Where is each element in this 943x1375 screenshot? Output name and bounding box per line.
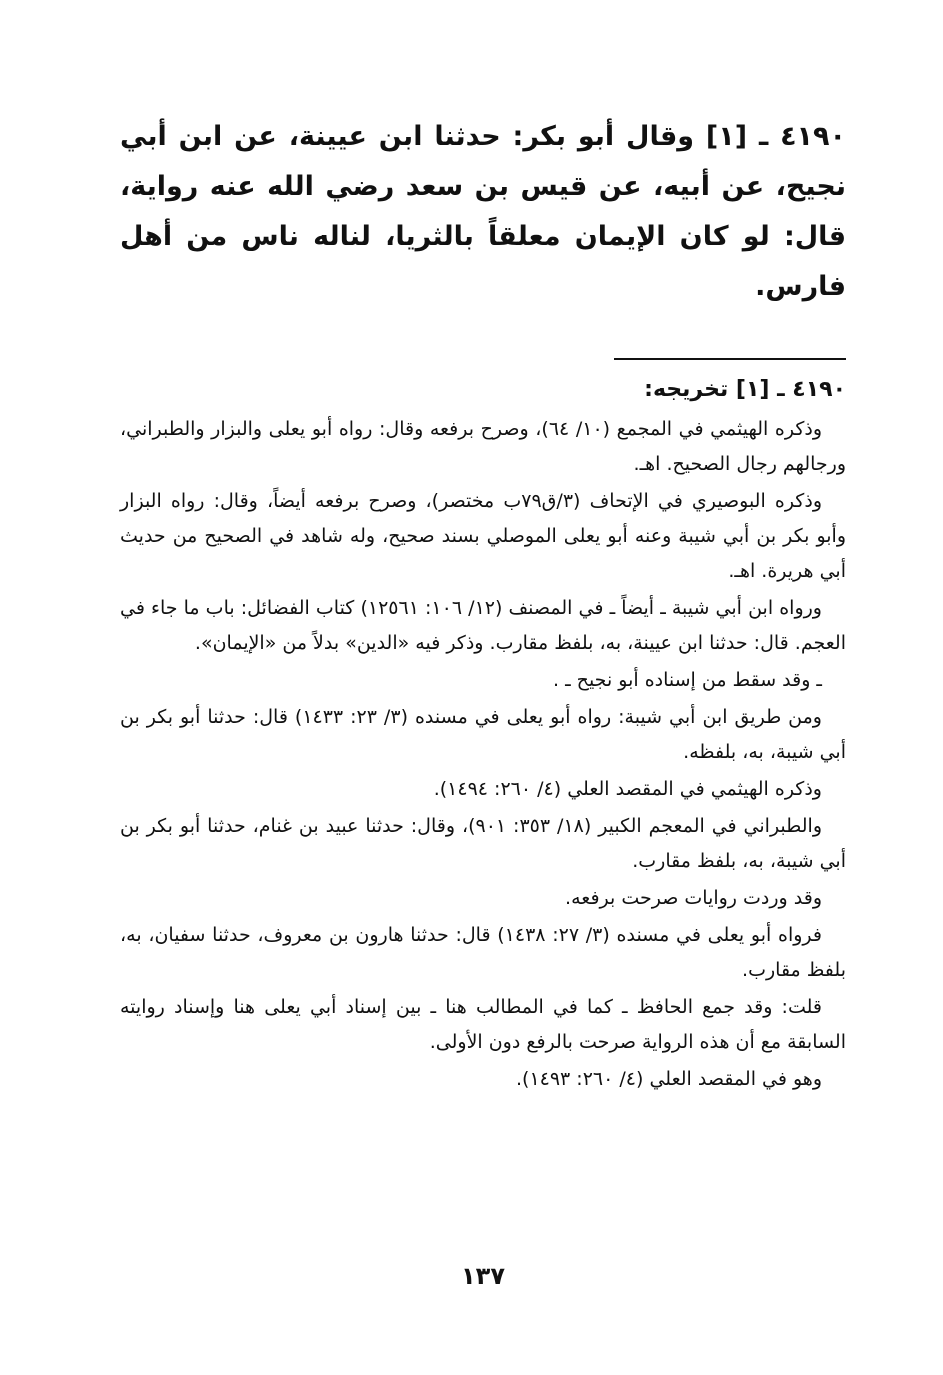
footnote-paragraph: وقد وردت روايات صرحت برفعه.	[565, 887, 822, 909]
hadith-text: ٤١٩٠ ـ [١] وقال أبو بكر: حدثنا ابن عيينة، عن ابن أبي نجيح، عن أبيه، عن قيس بن سعد رضي الله عنه رواية، قال: لو كان الإيمان معلقاً بالثريا، لناله ناس من أهل فارس.	[120, 121, 846, 302]
footnote-paragraph: وذكره الهيثمي في المجمع (١٠/ ٦٤)، وصرح برفعه وقال: رواه أبو يعلى والبزار والطبراني، ورجالهم رجال الصحيح. اهـ.	[120, 418, 846, 475]
page-number: ١٣٧	[461, 1262, 505, 1290]
footnote-paragraph: وذكره البوصيري في الإتحاف (٣/ق٧٩ب مختصر)، وصرح برفعه أيضاً، وقال: رواه البزار وأبو بكر بن أبي شيبة وعنه أبو يعلى الموصلي بسند صحيح، وله شاهد في الصحيح من حديث أبي هريرة. اهـ.	[120, 490, 846, 582]
footnotes-section	[120, 370, 846, 1097]
footnote-paragraph: قلت: وقد جمع الحافظ ـ كما في المطالب هنا ـ بين إسناد أبي يعلى هنا وإسناد روايته السابقة مع أن هذه الرواية صرحت بالرفع دون الأولى.	[120, 996, 846, 1053]
footnote-paragraph: فرواه أبو يعلى في مسنده (٣/ ٢٧: ١٤٣٨) قال: حدثنا هارون بن معروف، حدثنا سفيان، به، بلفظ مقارب.	[120, 924, 846, 981]
footnote-paragraph: ورواه ابن أبي شيبة ـ أيضاً ـ في المصنف (١٢/ ١٠٦: ١٢٥٦١) كتاب الفضائل: باب ما جاء في العجم. قال: حدثنا ابن عيينة، به، بلفظ مقارب. وذكر فيه «الدين» بدلاً من «الإيمان».	[120, 597, 846, 654]
footnote-paragraph: والطبراني في المعجم الكبير (١٨/ ٣٥٣: ٩٠١)، وقال: حدثنا عبيد بن غنام، حدثنا أبو بكر بن أبي شيبة، به، بلفظ مقارب.	[120, 815, 846, 872]
footnote-divider	[614, 358, 846, 360]
footnote-paragraph: وذكره الهيثمي في المقصد العلي (٤/ ٢٦٠: ١٤٩٤).	[433, 778, 822, 800]
footnote-paragraph: وهو في المقصد العلي (٤/ ٢٦٠: ١٤٩٣).	[515, 1068, 822, 1090]
footnote-paragraph: ومن طريق ابن أبي شيبة: رواه أبو يعلى في مسنده (٣/ ٢٣: ١٤٣٣) قال: حدثنا أبو بكر بن أبي شيبة، به، بلفظه.	[120, 706, 846, 763]
book-page	[120, 112, 846, 1352]
takhrij-heading: ٤١٩٠ ـ [١] تخريجه:	[644, 377, 846, 402]
footnote-paragraph: ـ وقد سقط من إسناده أبو نجيح ـ .	[553, 669, 822, 691]
